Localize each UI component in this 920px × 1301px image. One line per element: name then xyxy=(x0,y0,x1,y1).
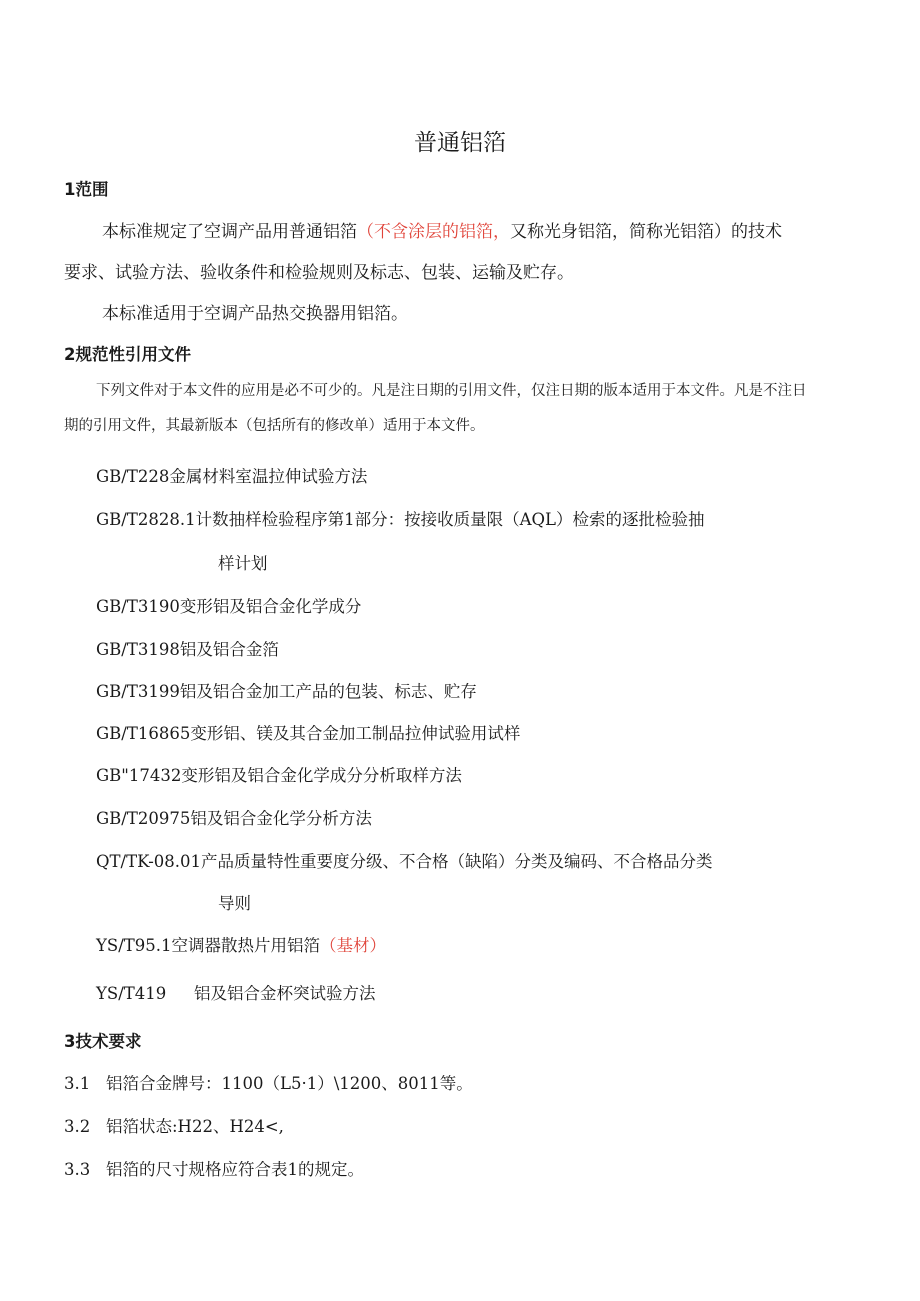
requirement-number: 3.2 xyxy=(64,1117,91,1136)
reference-code: YS/T419 xyxy=(96,984,167,1003)
reference-item: GB/T3190变形铝及铝合金化学成分 xyxy=(96,597,362,616)
reference-item: GB/T228金属材料室温拉伸试验方法 xyxy=(96,467,368,486)
reference-text: YS/T95.1空调器散热片用铝箔 xyxy=(96,936,320,955)
reference-item: QT/TK-08.01产品质量特性重要度分级、不合格（缺陷）分类及编码、不合格品分类 xyxy=(96,852,713,871)
scope-text-part-2: 又称光身铝箔，简称光铝箔）的技术 xyxy=(510,222,782,242)
reference-item: GB"17432变形铝及铝合金化学成分分析取样方法 xyxy=(96,766,462,785)
reference-item: GB/T20975铝及铝合金化学分析方法 xyxy=(96,809,372,828)
reference-item xyxy=(96,980,376,1004)
section-2-heading: 2规范性引用文件 xyxy=(64,345,191,364)
references-intro-line-1: 下列文件对于本文件的应用是必不可少的。凡是注日期的引用文件，仅注日期的版本适用于本文件。凡是不注日 xyxy=(96,383,807,399)
reference-item: GB/T2828.1计数抽样检验程序第1部分：按接收质量限（AQL）检索的逐批检验抽 xyxy=(96,510,705,529)
reference-item: GB/T3199铝及铝合金加工产品的包装、标志、贮存 xyxy=(96,682,477,701)
reference-text: 铝及铝合金杯突试验方法 xyxy=(194,984,376,1003)
requirement-item xyxy=(64,1156,364,1180)
scope-text-part-1: 本标准规定了空调产品用普通铝箔 xyxy=(102,222,357,242)
scope-text-red: （不含涂层的铝箔， xyxy=(357,222,510,242)
requirement-item xyxy=(64,1113,284,1137)
reference-item: GB/T16865变形铝、镁及其合金加工制品拉伸试验用试样 xyxy=(96,724,521,743)
reference-text-red: （基材） xyxy=(320,936,386,955)
requirement-item xyxy=(64,1070,473,1094)
scope-applicability-paragraph: 本标准适用于空调产品热交换器用铝箔。 xyxy=(102,304,408,324)
requirement-number: 3.1 xyxy=(64,1074,91,1093)
requirement-number: 3.3 xyxy=(64,1160,91,1179)
references-intro-line-2: 期的引用文件，其最新版本（包括所有的修改单）适用于本文件。 xyxy=(64,418,485,434)
section-1-heading: 1范围 xyxy=(64,180,109,199)
scope-paragraph-line-2: 要求、试验方法、验收条件和检验规则及标志、包装、运输及贮存。 xyxy=(64,263,574,283)
scope-paragraph-line-1 xyxy=(102,217,782,242)
section-3-heading: 3技术要求 xyxy=(64,1032,142,1051)
requirement-text: 铝箔合金牌号：1100（L5·1）\1200、8011等。 xyxy=(106,1074,473,1093)
reference-item xyxy=(96,932,386,956)
reference-item: GB/T3198铝及铝合金箔 xyxy=(96,640,279,659)
requirement-text: 铝箔的尺寸规格应符合表1的规定。 xyxy=(106,1160,364,1179)
reference-item-continuation: 导则 xyxy=(218,894,251,913)
requirement-text: 铝箔状态:H22、H24<, xyxy=(106,1117,284,1136)
reference-item-continuation: 样计划 xyxy=(218,554,268,573)
document-title: 普通铝箔 xyxy=(414,130,506,156)
